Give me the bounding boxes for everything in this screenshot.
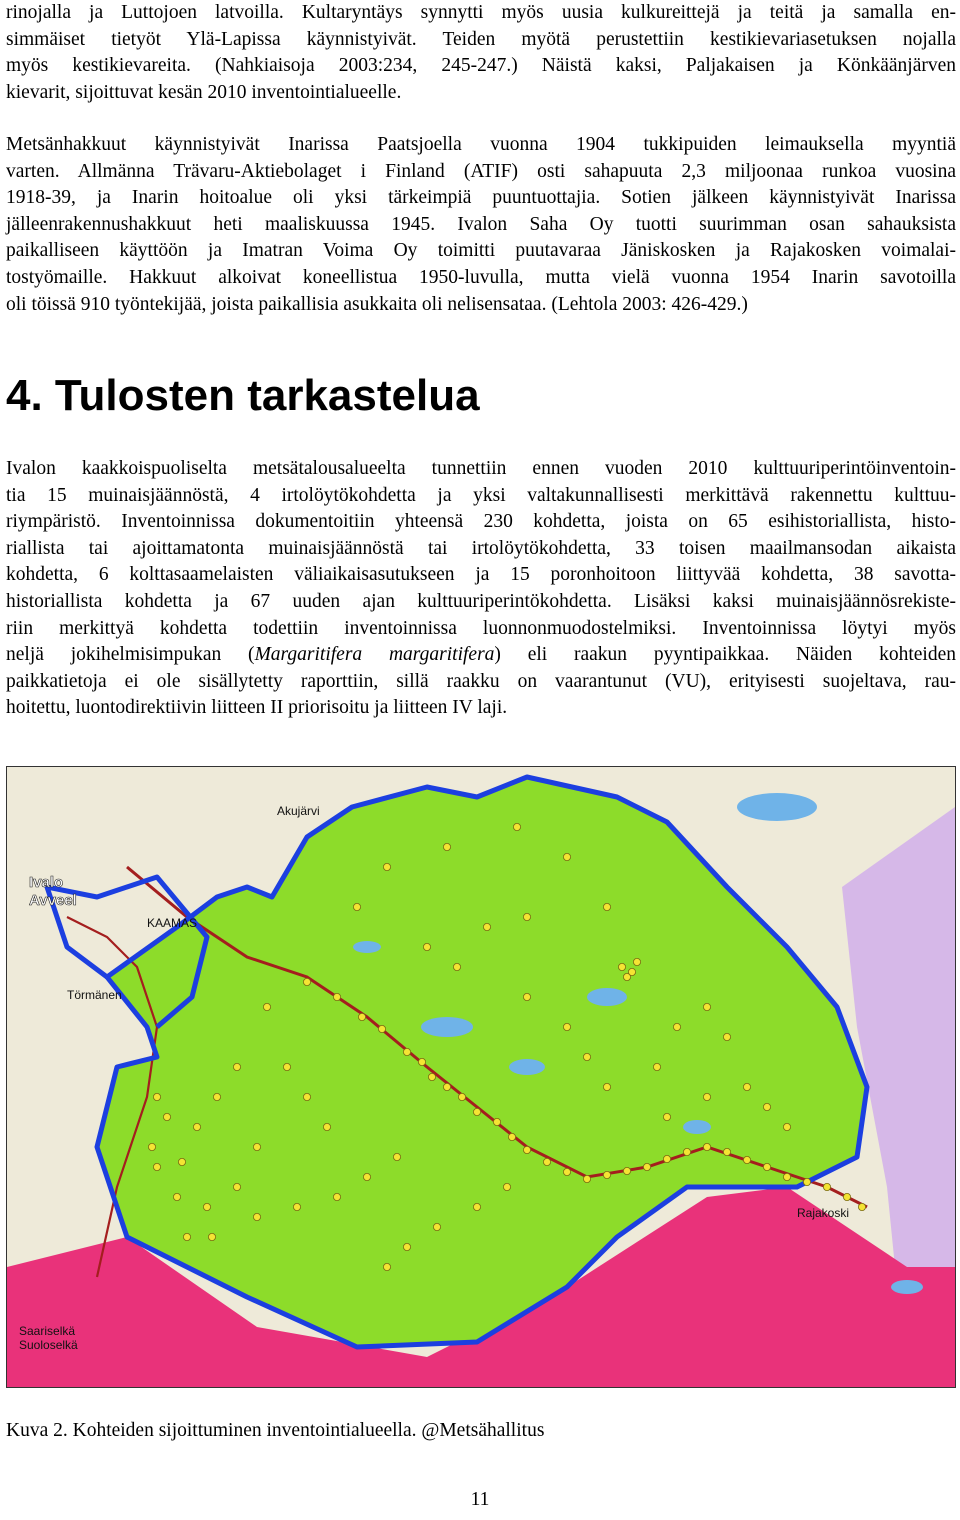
text-line: riin merkittyä kohdetta todettiin inventoinnissa luonnonmuodostelmiksi. Inventoinnissa löytyi myös bbox=[6, 617, 956, 639]
site-marker bbox=[378, 1025, 385, 1032]
site-marker bbox=[563, 853, 570, 860]
text-line: riallista tai ajoittamatonta muinaisjäännöstä tai irtolöytökohdetta, 33 toisen maailmansodan aikaista bbox=[6, 537, 956, 559]
site-marker bbox=[563, 1023, 570, 1030]
site-marker bbox=[508, 1133, 515, 1140]
site-marker bbox=[453, 963, 460, 970]
place-label-kaamas: KAAMAS bbox=[147, 916, 198, 930]
text-line: 1918-39, ja Inarin hoitoalue oli yksi tärkeimpiä puuntuottajia. Sotien jälkeen käynnistyivät Inarissa bbox=[6, 187, 956, 209]
site-marker bbox=[283, 1063, 290, 1070]
site-marker bbox=[703, 1003, 710, 1010]
site-marker bbox=[178, 1158, 185, 1165]
text-line: rinojalla ja Luttojoen latvoilla. Kultaryntäys synnytti myös uusia kulkureittejä ja teitä ja samalla en- bbox=[6, 2, 956, 23]
text-line: tostyömaille. Hakkuut alkoivat koneellistua 1950-luvulla, mutta vielä vuonna 1954 Inarin savotoilla bbox=[6, 266, 956, 288]
site-marker bbox=[703, 1143, 710, 1150]
place-label-suoloselka: Suoloselkä bbox=[19, 1338, 78, 1352]
lake bbox=[891, 1280, 923, 1294]
site-marker bbox=[673, 1023, 680, 1030]
site-marker bbox=[783, 1123, 790, 1130]
site-marker bbox=[513, 823, 520, 830]
text-run: neljä jokihelmisimpukan ( bbox=[6, 644, 255, 666]
site-marker bbox=[193, 1123, 200, 1130]
site-marker bbox=[823, 1183, 830, 1190]
site-marker bbox=[203, 1203, 210, 1210]
site-marker bbox=[523, 913, 530, 920]
site-marker bbox=[183, 1233, 190, 1240]
text-line: Ivalon kaakkoispuoliselta metsätalousalueelta tunnettiin ennen vuoden 2010 kulttuuriperintöinventoin- bbox=[6, 458, 956, 479]
site-marker bbox=[148, 1143, 155, 1150]
site-marker bbox=[663, 1113, 670, 1120]
site-marker bbox=[843, 1193, 850, 1200]
site-marker bbox=[633, 958, 640, 965]
site-marker bbox=[213, 1093, 220, 1100]
text-line: kohdetta, 6 kolttasaamelaisten väliaikaisasutukseen ja 15 poronhoitoon liittyvää kohdetta, 38 savotta- bbox=[6, 564, 956, 586]
site-marker bbox=[333, 1193, 340, 1200]
site-marker bbox=[803, 1178, 810, 1185]
text-line: historiallista kohdetta ja 67 uuden ajan kulttuuriperintökohdetta. Lisäksi kaksi muinaisjäännösrekiste- bbox=[6, 590, 956, 612]
paragraph-2 bbox=[6, 132, 956, 318]
text-line: kievarit, sijoittuvat kesän 2010 inventointialueelle. bbox=[6, 81, 402, 103]
site-marker bbox=[433, 1223, 440, 1230]
text-line: paikkatietoja ei ole sisällytetty raporttiin, sillä raakku on vaarantunut (VU), erityisesti suojeltava, rau- bbox=[6, 670, 956, 692]
site-marker bbox=[333, 993, 340, 1000]
lake bbox=[509, 1059, 545, 1075]
site-marker bbox=[358, 1013, 365, 1020]
site-marker bbox=[653, 1063, 660, 1070]
site-marker bbox=[163, 1113, 170, 1120]
site-marker bbox=[383, 1263, 390, 1270]
site-marker bbox=[493, 1118, 500, 1125]
place-label-akujarvi: Akujärvi bbox=[277, 804, 320, 818]
text-line: oli töissä 910 työntekijää, joista paikallisia asukkaita oli nelisensataa. (Lehtola 2003: 426-429.) bbox=[6, 293, 748, 315]
lake bbox=[587, 988, 627, 1006]
text-line: tia 15 muinaisjäännöstä, 4 irtolöytökohdetta ja yksi valtakunnallisesti merkittävä rakennettu kulttuu- bbox=[6, 484, 956, 506]
page-number: 11 bbox=[470, 1489, 490, 1510]
site-marker bbox=[603, 903, 610, 910]
site-marker bbox=[418, 1058, 425, 1065]
site-marker bbox=[543, 1158, 550, 1165]
site-marker bbox=[173, 1193, 180, 1200]
inventory-area-map bbox=[6, 766, 956, 1388]
text-line: varten. Allmänna Trävaru-Aktiebolaget i Finland (ATIF) osti sahapuuta 2,3 miljoonaa runkoa vuosina bbox=[6, 160, 956, 182]
site-marker bbox=[253, 1213, 260, 1220]
site-marker bbox=[443, 843, 450, 850]
site-marker bbox=[563, 1168, 570, 1175]
site-marker bbox=[153, 1163, 160, 1170]
lake bbox=[421, 1017, 473, 1037]
site-marker bbox=[303, 1093, 310, 1100]
site-marker bbox=[603, 1083, 610, 1090]
section-heading: 4. Tulosten tarkastelua bbox=[6, 371, 480, 420]
text-line: hoitettu, luontodirektiivin liitteen II priorisoitu ja liitteen IV laji. bbox=[6, 697, 508, 719]
site-marker bbox=[293, 1203, 300, 1210]
site-marker bbox=[628, 968, 635, 975]
site-marker bbox=[783, 1173, 790, 1180]
paragraph-1 bbox=[6, 0, 956, 106]
paragraph-3 bbox=[6, 456, 956, 722]
site-marker bbox=[263, 1003, 270, 1010]
site-marker bbox=[763, 1163, 770, 1170]
site-marker bbox=[423, 943, 430, 950]
text-line-mixed bbox=[6, 642, 956, 669]
site-marker bbox=[703, 1093, 710, 1100]
site-marker bbox=[623, 1167, 630, 1174]
place-label-saariselka: Saariselkä bbox=[19, 1324, 76, 1338]
site-marker bbox=[603, 1171, 610, 1178]
site-marker bbox=[303, 978, 310, 985]
site-marker bbox=[403, 1048, 410, 1055]
site-marker bbox=[323, 1123, 330, 1130]
site-marker bbox=[483, 923, 490, 930]
site-marker bbox=[393, 1153, 400, 1160]
site-marker bbox=[723, 1148, 730, 1155]
site-marker bbox=[233, 1063, 240, 1070]
site-marker bbox=[253, 1143, 260, 1150]
site-marker bbox=[473, 1203, 480, 1210]
site-marker bbox=[503, 1183, 510, 1190]
text-line: riympäristö. Inventoinnissa dokumentoitiin yhteensä 230 kohdetta, joista on 65 esihistoriallista, histo- bbox=[6, 511, 956, 533]
species-name: Margaritifera margaritifera bbox=[254, 644, 495, 666]
site-marker bbox=[233, 1183, 240, 1190]
site-marker bbox=[583, 1053, 590, 1060]
text-run: ) eli raakun pyyntipaikkaa. Näiden kohteiden bbox=[494, 644, 956, 666]
site-marker bbox=[363, 1173, 370, 1180]
place-label-rajakoski: Rajakoski bbox=[797, 1206, 850, 1220]
site-marker bbox=[523, 1146, 530, 1153]
site-marker bbox=[208, 1233, 215, 1240]
site-marker bbox=[443, 1083, 450, 1090]
place-label-avveel: Avveel bbox=[29, 892, 77, 909]
site-marker bbox=[683, 1148, 690, 1155]
site-marker bbox=[153, 1093, 160, 1100]
text-line: jälleenrakennushakkuut heti maaliskuussa 1945. Ivalon Saha Oy tuotti suurimman osan sahauksista bbox=[6, 213, 956, 235]
site-marker bbox=[353, 903, 360, 910]
figure-caption: Kuva 2. Kohteiden sijoittuminen inventointialueella. @Metsähallitus bbox=[6, 1420, 545, 1441]
site-marker bbox=[383, 863, 390, 870]
place-label-ivalo: Ivalo bbox=[29, 874, 64, 891]
place-label-tormanen: Törmänen bbox=[67, 988, 122, 1002]
site-marker bbox=[403, 1243, 410, 1250]
text-line: Metsänhakkuut käynnistyivät Inarissa Paatsjoella vuonna 1904 tukkipuiden leimauksella myyntiä bbox=[6, 134, 956, 155]
lake bbox=[737, 793, 817, 821]
site-marker bbox=[473, 1108, 480, 1115]
site-marker bbox=[618, 963, 625, 970]
site-marker bbox=[428, 1073, 435, 1080]
site-marker bbox=[723, 1033, 730, 1040]
lake bbox=[353, 941, 381, 953]
text-line: myös kestikievareita. (Nahkiaisoja 2003:234, 245-247.) Näistä kaksi, Paljakaisen ja Könkäänjärven bbox=[6, 55, 956, 77]
site-marker bbox=[743, 1156, 750, 1163]
site-marker bbox=[523, 993, 530, 1000]
text-line: paikalliseen käyttöön ja Imatran Voima Oy toimitti puutavaraa Jäniskosken ja Rajakosken voimalai- bbox=[6, 240, 956, 262]
site-marker bbox=[763, 1103, 770, 1110]
text-line: simmäiset tietyöt Ylä-Lapissa käynnistyivät. Teiden myötä perustettiin kestikievariasetuksen nojalla bbox=[6, 28, 956, 50]
site-marker bbox=[743, 1083, 750, 1090]
site-marker bbox=[458, 1093, 465, 1100]
site-marker bbox=[583, 1175, 590, 1182]
lake bbox=[683, 1120, 711, 1134]
site-marker bbox=[643, 1163, 650, 1170]
site-marker bbox=[858, 1203, 865, 1210]
site-marker bbox=[663, 1155, 670, 1162]
